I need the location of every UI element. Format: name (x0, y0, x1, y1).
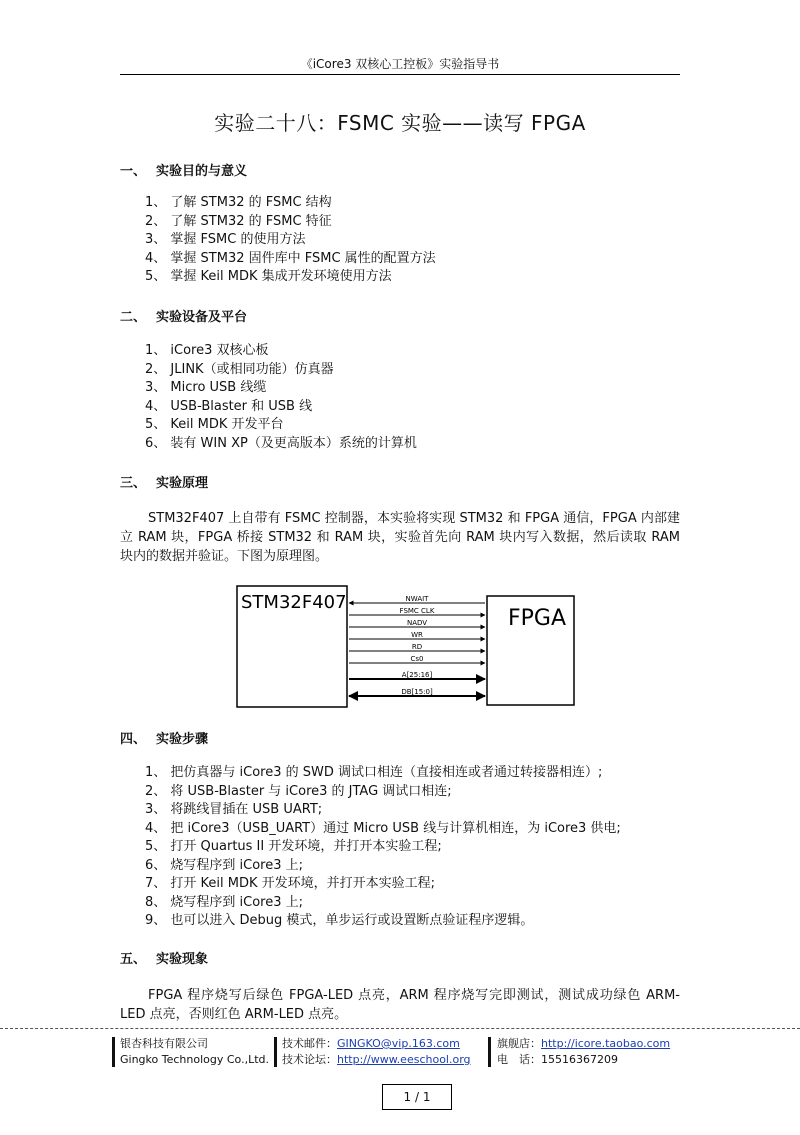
list-item: 2、 了解 STM32 的 FSMC 特征 (145, 213, 332, 229)
signal-label: A[25:16] (401, 671, 433, 679)
list-item: 3、 将跳线冒插在 USB UART; (145, 802, 323, 817)
footer-shop: 旗舰店：http://icore.taobao.com 电 话：15516367209 (497, 1037, 671, 1066)
list-item: 2、 JLINK（或相同功能）仿真器 (145, 361, 334, 377)
list-item: 2、 将 USB-Blaster 与 iCore3 的 JTAG 调试口相连; (145, 783, 452, 799)
list-item: 6、 装有 WIN XP（及更高版本）系统的计算机 (145, 435, 417, 451)
stm32-label: STM32F407 (241, 592, 347, 613)
list-item: 1、 把仿真器与 iCore3 的 SWD 调试口相连（直接相连或者通过转接器相连）; (145, 765, 603, 780)
list-item: 3、 掌握 FSMC 的使用方法 (145, 232, 306, 247)
header-title: 《iCore3 双核心工控板》实验指导书 (300, 57, 500, 71)
fpga-label: FPGA (508, 606, 567, 631)
list-item: 5、 Keil MDK 开发平台 (145, 417, 284, 432)
list-item: 4、 掌握 STM32 固件库中 FSMC 属性的配置方法 (145, 250, 436, 266)
list-item: 6、 烧写程序到 iCore3 上; (145, 857, 304, 873)
header-rule (120, 74, 680, 75)
signal-label: WR (411, 631, 423, 639)
list-item: 4、 USB-Blaster 和 USB 线 (145, 398, 313, 414)
page-number: 1 / 1 (382, 1084, 452, 1110)
signal-label: RD (411, 643, 423, 651)
section-2-list (145, 342, 417, 453)
list-item: 1、 iCore3 双核心板 (145, 343, 269, 358)
section-4-list (145, 764, 621, 931)
phenomenon-paragraph: FPGA 程序烧写后绿色 FPGA-LED 点亮，ARM 程序烧写完即测试，测试成功绿色 ARM-LED 点亮，否则红色 ARM-LED 点亮。 (120, 988, 680, 1022)
footer-divider (0, 1028, 800, 1029)
list-item: 8、 烧写程序到 iCore3 上; (145, 894, 304, 910)
footer-bar (112, 1037, 115, 1067)
section-heading-3: 三、 实验原理 (120, 476, 209, 491)
list-item: 1、 了解 STM32 的 FSMC 结构 (145, 195, 332, 210)
email-link[interactable]: GINGKO@vip.163.com (337, 1037, 460, 1050)
document-title: 实验二十八：FSMC 实验——读写 FPGA (214, 111, 586, 135)
signal-label: DB[15:0] (401, 688, 433, 696)
list-item: 7、 打开 Keil MDK 开发环境，并打开本实验工程; (145, 876, 436, 891)
signal-label: NWAIT (405, 595, 429, 603)
section-1-list (145, 194, 436, 287)
signal-label: Cs0 (410, 655, 424, 663)
section-heading-4: 四、 实验步骤 (120, 732, 209, 747)
list-item: 4、 把 iCore3（USB_UART）通过 Micro USB 线与计算机相连，为 iCore3 供电; (145, 820, 621, 836)
forum-link[interactable]: http://www.eeschool.org (337, 1053, 471, 1066)
list-item: 5、 打开 Quartus II 开发环境，并打开本实验工程; (145, 839, 442, 854)
signal-label: NADV (406, 619, 428, 627)
fsmc-schematic-diagram (236, 583, 576, 709)
footer-company: 银杏科技有限公司 Gingko Technology Co.,Ltd. (120, 1037, 269, 1066)
footer-contact: 技术邮件：GINGKO@vip.163.com 技术论坛：http://www.eeschool.org (282, 1037, 471, 1066)
list-item: 3、 Micro USB 线缆 (145, 380, 267, 395)
footer-bar (488, 1037, 491, 1067)
section-heading-2: 二、 实验设备及平台 (120, 310, 248, 325)
list-item: 5、 掌握 Keil MDK 集成开发环境使用方法 (145, 269, 392, 284)
section-heading-5: 五、 实验现象 (120, 952, 209, 967)
shop-link[interactable]: http://icore.taobao.com (541, 1037, 671, 1050)
section-heading-1: 一、 实验目的与意义 (120, 164, 248, 179)
list-item: 9、 也可以进入 Debug 模式，单步运行或设置断点验证程序逻辑。 (145, 913, 534, 928)
signal-label: FSMC CLK (399, 607, 435, 615)
principle-paragraph: STM32F407 上自带有 FSMC 控制器，本实验将实现 STM32 和 FPGA 通信，FPGA 内部建立 RAM 块，FPGA 桥接 STM32 和 RAM 块，实验首先向 RAM 块内写入数据，然后读取 RAM 块内的数据并验证。下图为原理图。 (120, 511, 680, 564)
footer-bar (274, 1037, 277, 1067)
